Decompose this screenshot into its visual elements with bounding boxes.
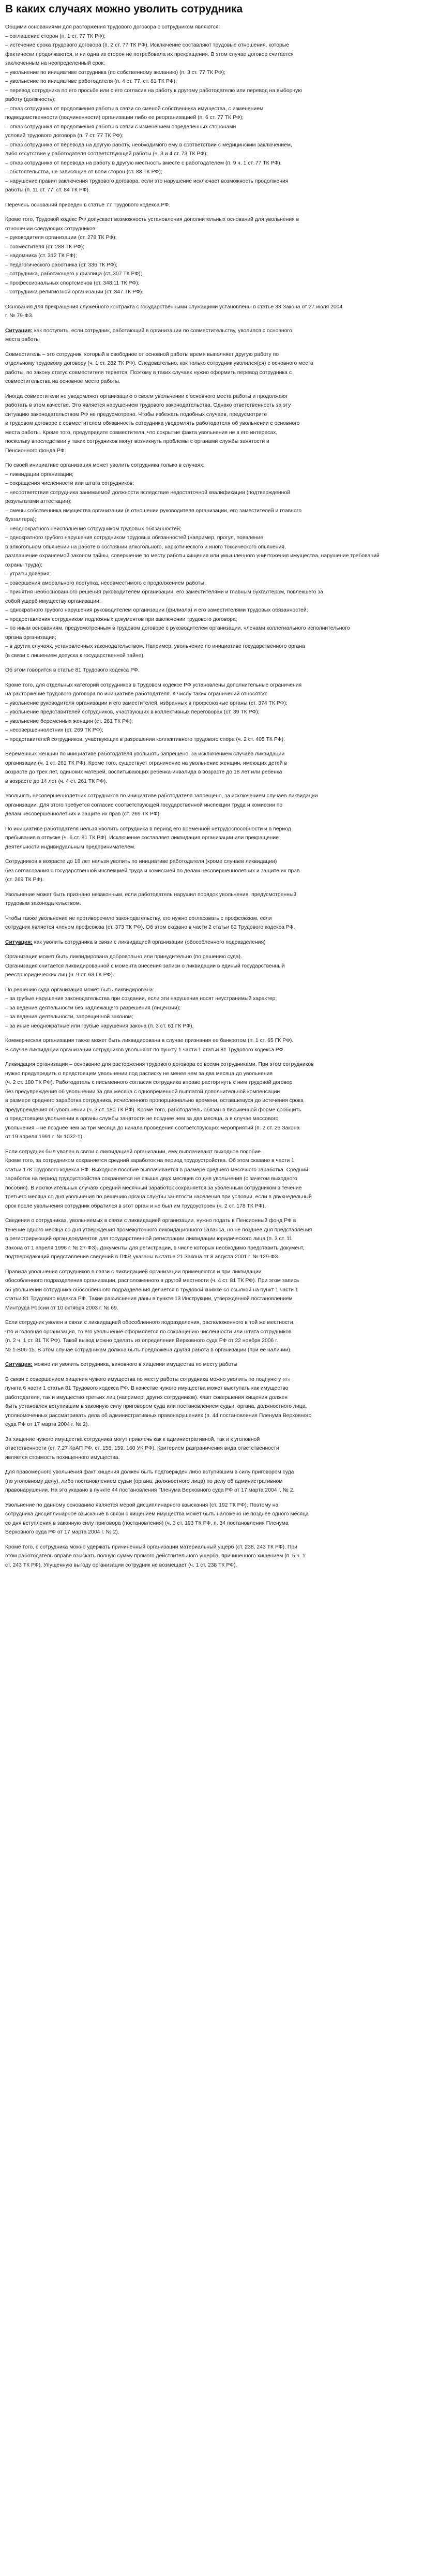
text-line: – увольнение представителей сотрудников, участвующих в коллективных переговорах (ст. 39 ТК РФ);: [5, 709, 260, 716]
text-line: – педагогического работника (ст. 336 ТК РФ);: [5, 262, 118, 268]
text-line: предупреждения об увольнении (ч. 3 ст. 180 ТК РФ). Кроме того, работодатель обязан в письменной форме сообщить: [5, 1107, 301, 1113]
text-line: третьего месяца со дня увольнения по решению органа службы занятости населения при условии, если в двухнедельный: [5, 1194, 312, 1200]
text-line: Верховного суда РФ от 17 марта 2004 г. № 2).: [5, 1529, 119, 1536]
text-line: собой ущерб имуществу организации;: [5, 598, 101, 604]
paragraph: [5, 1501, 433, 1537]
text-line: Ситуация: как уволить сотрудника в связи с ликвидацией организации (обособленного подразделения): [5, 939, 266, 945]
paragraph: [5, 1543, 433, 1570]
text-line: Совместитель – это сотрудник, который в свободное от основной работы время выполняет другую работу по: [5, 351, 279, 358]
text-line: Организация может быть ликвидирована добровольно или принудительно (по решению суда).: [5, 954, 242, 960]
text-line: Ситуация: можно ли уволить сотрудника, виновного в хищении имущества по месту работы: [5, 1362, 238, 1368]
text-line: – однократного грубого нарушения сотрудником трудовых обязанностей (например, прогул, появление: [5, 535, 263, 541]
text-line: трудовым законодательством.: [5, 901, 81, 907]
text-line: – сокращения численности или штата сотрудников;: [5, 481, 134, 487]
text-line: об увольнении сотрудника обособленного подразделения делается в трудовой книжке со ссылкой на пункт 1 части 1: [5, 1287, 298, 1293]
text-line: работать в этом качестве. Это является нарушением трудового законодательства. Однако ответственность за эту: [5, 403, 291, 409]
text-line: По своей инициативе организация может уволить сотрудника только в случаях:: [5, 463, 205, 469]
text-line: на расторжение трудового договора по инициативе работодателя. К числу таких ограничений относятся:: [5, 691, 268, 697]
text-line: поскольку впоследствии у таких сотрудников могут возникнуть проблемы с органами службы занятости и: [5, 439, 269, 445]
text-line: деятельности индивидуальным предпринимателем.: [5, 844, 135, 850]
text-line: Кроме того, с сотрудника можно удержать причиненный организации материальный ущерб (ст. 238, 243 ТК РФ). При: [5, 1544, 297, 1550]
text-line: – за ведение деятельности, запрещенной законом;: [5, 1014, 133, 1020]
text-line: статьи 178 Трудового кодекса РФ. Выходное пособие выплачивается в размере среднего месячного заработка. Средний: [5, 1167, 308, 1173]
paragraph: [5, 890, 433, 909]
text-line: работы, по закону статус совместителя теряется. Поэтому в таких случаях нужно оформить перевод сотрудника с: [5, 369, 292, 376]
text-line: обособленного подразделения организации, расположенного в другой местности (ч. 4 ст. 81 ТК РФ). При этом запись: [5, 1278, 299, 1284]
text-line: – нарушение правил заключения трудового договора, если это нарушение исключает возможность продолжения: [5, 178, 289, 184]
text-line: За хищение чужого имущества сотрудника могут привлечь как к административной, так и к уголовной: [5, 1436, 260, 1442]
text-line: фактически продолжаются, и ни одна из сторон не потребовала их прекращения. В этом случае договор считается: [5, 51, 294, 57]
text-line: Ликвидация организации – основание для расторжения трудового договора со всеми сотрудниками. При этом сотрудников: [5, 1062, 314, 1068]
text-line: Если сотрудник был уволен в связи с ликвидацией организации, ему выплачивают выходное пособие.: [5, 1149, 262, 1155]
text-line: (по уголовному делу), либо постановлением судьи (органа, должностного лица) по делу об административном: [5, 1478, 283, 1484]
text-line: – за ведение деятельности без надлежащего разрешения (лицензии);: [5, 1005, 181, 1011]
text-line: отдельному трудовому договору (ч. 1 ст. 282 ТК РФ). Следовательно, как только сотрудник уволился(ся) с основного места: [5, 361, 313, 367]
text-line: от 19 апреля 1991 г. № 1032-1).: [5, 1134, 84, 1140]
paragraph: [5, 986, 433, 1031]
text-line: – соглашение сторон (п. 1 ст. 77 ТК РФ);: [5, 33, 106, 39]
situation-label: Ситуация:: [5, 939, 33, 945]
text-line: является стоимость похищенного имущества.: [5, 1454, 120, 1461]
text-line: – сотрудника религиозной организации (ст. 347 ТК РФ).: [5, 289, 144, 295]
paragraph: [5, 938, 433, 947]
text-line: со дня вступления в законную силу приговора (постановления) (ч. 3 ст. 193 ТК РФ, п. 34 постановления Пленума: [5, 1520, 289, 1526]
text-line: в размере среднего заработка сотрудника, исчисленного пропорционально времени, оставшемуся до истечения срока: [5, 1098, 304, 1104]
text-line: По решению суда организация может быть ликвидирована:: [5, 987, 155, 993]
text-line: пункта 6 части 1 статьи 81 Трудового кодекса РФ. В качестве чужого имущества может выступать как имущество: [5, 1386, 289, 1392]
text-line: (ст. 269 ТК РФ).: [5, 877, 44, 883]
text-line: Увольнение по данному основанию является мерой дисциплинарного взыскания (ст. 192 ТК РФ). Поэтому на: [5, 1502, 279, 1508]
text-line: что и головная организация, то его увольнение оформляется по сокращению численности или штата сотрудников: [5, 1329, 292, 1335]
text-line: Кроме того, Трудовой кодекс РФ допускает возможность установления дополнительных оснований для увольнения в: [5, 217, 299, 223]
text-line: Об этом говорится в статье 81 Трудового кодекса РФ.: [5, 667, 140, 674]
text-line: о предстоящем увольнении в органы службы занятости не позднее чем за два месяца, а в случае массового: [5, 1116, 279, 1122]
paragraph: [5, 350, 433, 386]
paragraph: [5, 952, 433, 980]
situation-label: Ситуация:: [5, 327, 33, 334]
text-line: реестр юридических лиц (ч. 9 ст. 63 ГК РФ).: [5, 972, 114, 978]
text-line: срок после увольнения сотрудник обратился в этот орган и не был им трудоустроен (ч. 2 ст. 178 ТК РФ).: [5, 1203, 266, 1209]
text-line: нужно предупредить о предстоящем увольнении под расписку не менее чем за два месяца до увольнения: [5, 1070, 273, 1077]
text-line: Минтруда России от 10 октября 2003 г. № 69.: [5, 1305, 118, 1311]
text-line: Пенсионного фонда РФ.: [5, 448, 66, 454]
situation-label: Ситуация:: [5, 1362, 33, 1368]
text-line: в регистрирующий орган документов для государственной регистрации ликвидации юридического лица (п. 3 ст. 11: [5, 1236, 292, 1242]
text-line: – увольнение по инициативе сотрудника (по собственному желанию) (п. 3 ст. 77 ТК РФ);: [5, 69, 225, 76]
text-line: результатами аттестации);: [5, 499, 72, 505]
text-line: (ч. 2 ст. 180 ТК РФ). Работодатель с письменного согласия сотрудника вправе расторгнуть с ним трудовой договор: [5, 1080, 293, 1086]
text-line: (п. 2 ч. 1 ст. 81 ТК РФ). Такой вывод можно сделать из определения Верховного суда РФ от 22 ноября 2006 г.: [5, 1338, 278, 1344]
text-line: органа организации;: [5, 634, 56, 641]
text-line: в трудовом договоре с совместителем обязанность сотрудника уведомлять работодателя об увольнении с основного: [5, 421, 300, 427]
text-line: быть установлен вступившим в законную силу приговором суда или постановлением судьи, органа, должностного лица,: [5, 1404, 307, 1410]
text-line: Увольнять несовершеннолетних сотрудников по инициативе работодателя запрещено, за исключением случаев ликвидации: [5, 793, 318, 799]
text-line: Коммерческая организация также может быть ликвидирована в случае признания ее банкротом (п. 1 ст. 65 ГК РФ).: [5, 1038, 294, 1044]
text-line: Сведения о сотрудниках, увольняемых в связи с ликвидацией организации, нужно подать в Пенсионный фонд РФ в: [5, 1218, 296, 1224]
text-line: пособия). В исключительных случаях средний месячный заработок сохраняется за уволенным сотрудником в течение: [5, 1185, 302, 1191]
paragraph: [5, 1036, 433, 1054]
text-line: (в связи с лишением допуска к государственной тайне).: [5, 652, 145, 659]
text-line: г. № 79-ФЗ.: [5, 313, 34, 319]
paragraph: [5, 1375, 433, 1430]
text-line: Беременных женщин по инициативе работодателя увольнять запрещено, за исключением случаев ликвидации: [5, 751, 285, 757]
text-line: в возрасте до 14 лет (ч. 4 ст. 261 ТК РФ).: [5, 778, 108, 784]
paragraph: [5, 681, 433, 744]
text-line: правонарушении. На это указано в пункте 44 постановления Пленума Верховного суда РФ от 17 марта 2004 г. № 2.: [5, 1487, 295, 1494]
text-line: – отказ сотрудника от продолжения работы в связи со сменой собственника имущества, с изменением: [5, 106, 264, 112]
paragraph: [5, 1468, 433, 1495]
text-line: в алкогольном опьянении на работе в состоянии алкогольного, наркотического и иного токсического опьянения,: [5, 544, 286, 550]
text-line: Основания для прекращения служебного контракта с государственными служащими установлены в статье 33 Закона от 27 июля 2004: [5, 304, 343, 310]
text-line: – предоставления сотрудником подложных документов при заключении трудового договора;: [5, 616, 237, 622]
text-line: заключенным на неопределенный срок;: [5, 61, 105, 67]
text-line: – за грубые нарушения законодательства при создании, если эти нарушения носят неустранимый характер;: [5, 996, 277, 1002]
text-line: В случае ликвидации организации сотрудников увольняют по пункту 1 части 1 статьи 81 Трудового кодекса РФ.: [5, 1047, 285, 1053]
text-line: – несовершеннолетних (ст. 269 ТК РФ);: [5, 727, 103, 734]
text-line: – совместителя (ст. 288 ТК РФ);: [5, 244, 85, 250]
text-line: суда РФ от 17 марта 2004 г. № 2).: [5, 1422, 89, 1428]
text-line: охраны труда);: [5, 562, 42, 568]
text-line: Чтобы также увольнение не противоречило законодательству, его нужно согласовать с профсоюзом, если: [5, 915, 272, 921]
text-line: места работы. Кроме того, предупредите совместителя, что сокрытие факта увольнения не в его интересах,: [5, 429, 278, 436]
text-line: ответственности (ст. 7.27 КоАП РФ, ст. 158, 159, 160 УК РФ). Критерием разграничения вида ответственности: [5, 1446, 279, 1452]
text-line: условий трудового договора (п. 7 ст. 77 ТК РФ);: [5, 133, 124, 139]
text-line: Ситуация: как поступить, если сотрудник, работающий в организации по совместительству, уволился с основного: [5, 327, 292, 334]
text-line: Правила увольнения сотрудников в связи с ликвидацией организации применяются и при ликвидации: [5, 1269, 262, 1275]
paragraph: [5, 857, 433, 885]
text-line: – отказ сотрудника от продолжения работы в связи с изменением определенных сторонами: [5, 124, 236, 130]
text-line: без согласования с государственной инспекцией труда и комиссией по делам несовершеннолетних и защите их прав: [5, 868, 300, 874]
paragraph: [5, 1268, 433, 1313]
article-body: [5, 23, 433, 1570]
paragraph: [5, 23, 433, 195]
text-line: пребывания в отпуске (ч. 6 ст. 81 ТК РФ). Исключение составляет ликвидация организации или прекращение: [5, 835, 279, 841]
text-line: Общими основаниями для расторжения трудового договора с сотрудником являются:: [5, 24, 220, 31]
paragraph: [5, 303, 433, 321]
text-line: либо отсутствие у работодателя соответствующей работы (ч. 3 и 4 ст. 73 ТК РФ);: [5, 151, 208, 157]
text-line: течение одного месяца со дня утверждения промежуточного ликвидационного баланса, но не позднее дня представления: [5, 1227, 312, 1233]
text-line: ст. 243 ТК РФ). Упущенную выгоду организации сотрудник не возмещает (ч. 1 ст. 238 ТК РФ).: [5, 1562, 237, 1568]
text-line: делам несовершеннолетних и защите их прав (ст. 269 ТК РФ).: [5, 811, 161, 817]
text-line: – смены собственника имущества организации (в отношении руководителя организации, его заместителей и главного: [5, 508, 302, 514]
text-line: отношении следующих сотрудников:: [5, 226, 97, 232]
text-line: Закона от 1 апреля 1996 г. № 27-ФЗ). Документы для регистрации, в числе которых необходимо представить документ,: [5, 1245, 305, 1251]
text-line: № 1-В06-15. В этом случае сотрудникам должна быть предложена другая работа в организации (при ее наличии).: [5, 1347, 292, 1353]
text-line: организации (ч. 1 ст. 261 ТК РФ). Кроме того, существует ограничение на увольнение женщин, имеющих детей в: [5, 760, 287, 766]
text-line: – надомника (ст. 312 ТК РФ);: [5, 253, 77, 259]
text-line: совместительства на основное место работы.: [5, 379, 120, 385]
paragraph: [5, 1435, 433, 1463]
text-line: – истечение срока трудового договора (п. 2 ст. 77 ТК РФ). Исключение составляют трудовые отношения, которые: [5, 42, 289, 49]
paragraph: [5, 215, 433, 297]
text-line: уполномоченных рассматривать дела об административных правонарушениях (п. 44 постановления Пленума Верховного: [5, 1412, 312, 1419]
text-line: Кроме того, для отдельных категорий сотрудников в Трудовом кодексе РФ установлены дополнительные ограничения: [5, 682, 302, 688]
text-line: – совершения аморального поступка, несовместимого с продолжением работы;: [5, 580, 206, 586]
text-line: Для правомерного увольнения факт хищения должен быть подтвержден либо вступившим в силу приговором суда: [5, 1469, 294, 1476]
paragraph: [5, 201, 433, 210]
text-line: увольнения – не позднее чем за три месяца до начала проведения соответствующих мероприятий (п. 2 ст. 25 Закона: [5, 1125, 300, 1131]
text-line: организации. Для этого требуется согласие соответствующей государственной инспекции труда и комиссии по: [5, 802, 283, 808]
text-line: – увольнение беременных женщин (ст. 261 ТК РФ);: [5, 718, 133, 724]
text-line: бухгалтера);: [5, 517, 36, 523]
text-line: работы (п. 11 ст. 77, ст. 84 ТК РФ).: [5, 187, 90, 193]
text-line: работодателя, так и имущество третьих лиц (например, других сотрудников). Факт совершения хищения должен: [5, 1394, 288, 1401]
paragraph: [5, 825, 433, 852]
text-line: Кроме того, за сотрудником сохраняется средний заработок на период трудоустройства. Об этом сказано в части 1: [5, 1158, 294, 1164]
text-line: Иногда совместители не уведомляют организацию о своем увольнении с основного места работы и продолжают: [5, 393, 288, 399]
text-line: – перевод сотрудника по его просьбе или с его согласия на работу к другому работодателю или перевод на выборную: [5, 87, 303, 94]
text-line: без предупреждения об увольнении за два месяца с одновременной выплатой дополнительной компенсации: [5, 1089, 280, 1095]
text-line: Организация считается ликвидированной с момента внесения записи о ликвидации в единый государственный: [5, 963, 285, 969]
text-line: – увольнение по инициативе работодателя (п. 4 ст. 77, ст. 81 ТК РФ);: [5, 79, 177, 85]
text-line: статьи 81 Трудового кодекса РФ. Такие разъяснения даны в пункте 13 Инструкции, утвержденной постановлением: [5, 1296, 293, 1302]
text-line: разглашение охраняемой законом тайны, совершение по месту работы хищения или умышленного уничтожения имущества, нарушение требований: [5, 553, 380, 559]
text-line: – обстоятельства, не зависящие от воли сторон (ст. 83 ТК РФ);: [5, 169, 162, 175]
paragraph: [5, 1060, 433, 1142]
text-line: подтверждающий представление сведений в ПФР, указаны в статье 21 Закона от 8 августа 2001 г. № 129-ФЗ.: [5, 1254, 280, 1260]
text-line: – несоответствия сотрудника занимаемой должности вследствие недостаточной квалификации (подтвержденной: [5, 489, 290, 496]
text-line: возрасте до трех лет, одиноких матерей, воспитывающих ребенка-инвалида в возрасте до 18 лет или ребенка: [5, 769, 282, 776]
paragraph: [5, 1360, 433, 1369]
text-line: В связи с совершением хищения чужого имущества по месту работы сотрудника можно уволить по подпункту «г»: [5, 1376, 291, 1382]
text-line: ситуацию законодательством РФ не предусмотрено. Чтобы избежать подобных случаев, предусмотрите: [5, 411, 267, 418]
text-line: – утраты доверия;: [5, 571, 51, 577]
paragraph: [5, 1148, 433, 1211]
text-line: – неоднократного неисполнения сотрудником трудовых обязанностей;: [5, 526, 182, 532]
text-line: Сотрудников в возрасте до 18 лет нельзя уволить по инициативе работодателя (кроме случаев ликвидации): [5, 859, 277, 865]
paragraph: [5, 326, 433, 345]
paragraph: [5, 1216, 433, 1262]
paragraph: [5, 750, 433, 786]
text-line: Если сотрудник уволен в связи с ликвидацией обособленного подразделения, расположенного в той же местности,: [5, 1320, 295, 1326]
text-line: места работы: [5, 337, 40, 343]
text-line: этом работодатель вправе взыскать полную сумму прямого действительного ущерба, причиненного хищением (п. 5 ч. 1: [5, 1553, 306, 1559]
text-line: По инициативе работодателя нельзя уволить сотрудника в период его временной нетрудоспособности и в период: [5, 826, 291, 832]
text-line: Увольнение может быть признано незаконным, если работодатель нарушил порядок увольнения, предусмотренный: [5, 891, 297, 898]
text-line: – сотрудника, работающего у физлица (ст. 307 ТК РФ);: [5, 271, 142, 277]
text-line: – профессиональных спортсменов (ст. 348.11 ТК РФ);: [5, 280, 140, 286]
text-line: заработок на период трудоустройства сохраняется не свыше двух месяцев со дня увольнения (с зачетом выходного: [5, 1176, 297, 1182]
text-line: – ликвидации организации;: [5, 471, 74, 478]
text-line: – увольнение руководителя организации и его заместителей, избранных в профсоюзные органы (ст. 374 ТК РФ);: [5, 700, 288, 706]
text-line: работу (должность);: [5, 97, 56, 103]
text-line: – в других случаях, установленных законодательством. Например, увольнение по инициативе государственного органа: [5, 644, 305, 650]
paragraph: [5, 1318, 433, 1354]
text-line: сотрудник является членом профсоюза (ст. 373 ТК РФ). Об этом сказано в части 2 статьи 82 Трудового кодекса РФ.: [5, 925, 295, 931]
text-line: – принятия необоснованного решения руководителем организации, его заместителями и главным бухгалтером, повлекшего за: [5, 589, 323, 595]
paragraph: [5, 392, 433, 456]
text-line: – за иные неоднократные или грубые нарушения закона (п. 3 ст. 61 ГК РФ).: [5, 1023, 194, 1029]
text-line: – руководителя организации (ст. 278 ТК РФ);: [5, 235, 117, 241]
paragraph: [5, 914, 433, 932]
text-line: – по иным основаниям, предусмотренным в трудовом договоре с руководителем организации, членами коллегиального исполнительного: [5, 626, 350, 632]
text-line: Перечень оснований приведен в статье 77 Трудового кодекса РФ.: [5, 202, 171, 208]
paragraph: [5, 666, 433, 675]
paragraph: [5, 792, 433, 819]
text-line: – представителей сотрудников, участвующих в разрешении коллективного трудового спора (ч. 2 ст. 405 ТК РФ).: [5, 736, 285, 742]
text-line: подведомственности (подчиненности) организации либо ее реорганизацией (п. 6 ст. 77 ТК РФ);: [5, 115, 244, 121]
paragraph: [5, 461, 433, 660]
text-line: сотрудника дисциплинарное взыскание в связи с хищением имущества может быть наложено не позднее одного месяца: [5, 1511, 309, 1517]
text-line: – отказ сотрудника от перевода на другую работу, необходимого ему в соответствии с медицинским заключением,: [5, 142, 292, 148]
article-title: В каких случаях можно уволить сотрудника: [5, 3, 243, 15]
text-line: – однократного грубого нарушения руководителем организации (филиала) и его заместителями трудовых обязанностей;: [5, 607, 308, 614]
text-line: – отказ сотрудника от перевода на работу в другую местность вместе с работодателем (п. 9 ч. 1 ст. 77 ТК РФ);: [5, 160, 282, 166]
